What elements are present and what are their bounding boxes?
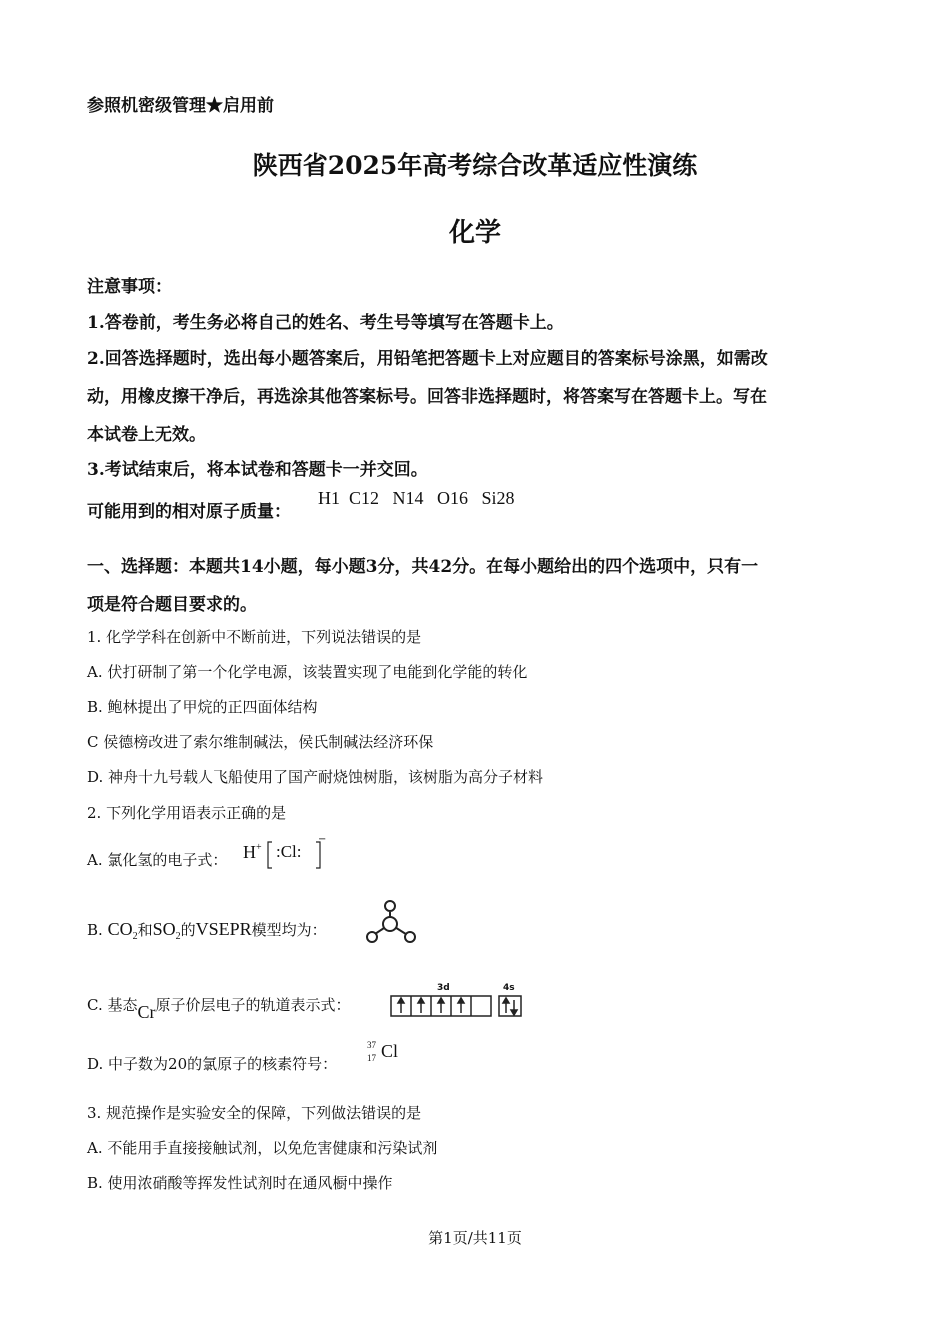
exam-title: 陕西省2025年高考综合改革适应性演练 [252, 151, 698, 180]
cl-mass-number: 37 [367, 1040, 376, 1050]
section-heading-line1: 一、选择题：本题共14小题，每小题3分，共42分。在每小题给出的四个选项中，只有一 [87, 557, 759, 577]
q1-stem: 1. 化学学科在创新中不断前进，下列说法错误的是 [87, 628, 422, 646]
cr-symbol: Cr [137, 1002, 156, 1022]
atomic-mass-label: 可能用到的相对原子质量： [87, 502, 291, 522]
note-2-line3: 本试卷上无效。 [87, 425, 206, 445]
of-word: 的 [180, 921, 196, 939]
atomic-mass-values: H1 C12 N14 O16 Si28 [318, 488, 515, 508]
q2-option-d-text: D. 中子数为20的氯原子的核素符号： [87, 1055, 338, 1073]
q1-option-d: D. 神舟十九号载人飞船使用了国产耐烧蚀树脂，该树脂为高分子材料 [87, 768, 544, 786]
q2-option-b [87, 919, 327, 940]
so2-subscript: 2 [175, 931, 181, 942]
and-word: 和 [137, 921, 153, 939]
q1-option-a: A. 伏打研制了第一个化学电源，该装置实现了电能到化学能的转化 [87, 663, 528, 681]
h-symbol: H [243, 842, 256, 862]
h-charge: + [256, 842, 262, 853]
note-1: 1.答卷前，考生务必将自己的姓名、考生号等填写在答题卡上。 [87, 313, 564, 333]
cl-charge: − [318, 834, 327, 845]
co2-formula [107, 919, 138, 942]
option-c-prefix: C. 基态 [87, 996, 138, 1014]
vsepr-model-icon [362, 898, 422, 948]
so-symbol: SO [152, 919, 176, 939]
cl-dots-symbol: :Cl: [276, 842, 302, 861]
section-heading-line2: 项是符合题目要求的。 [87, 595, 257, 615]
q2-option-c [87, 994, 351, 1022]
co-symbol: CO [107, 919, 133, 939]
q1-option-c: C 侯德榜改进了索尔维制碱法，侯氏制碱法经济环保 [87, 733, 434, 751]
q2-option-a-text: A. 氯化氢的电子式： [87, 851, 228, 869]
note-3: 3.考试结束后，将本试卷和答题卡一并交回。 [87, 460, 428, 480]
q2-stem: 2. 下列化学用语表示正确的是 [87, 804, 287, 822]
subject-title: 化学 [448, 218, 501, 248]
q3-option-b: B. 使用浓硝酸等挥发性试剂时在通风橱中操作 [87, 1174, 393, 1192]
so2-formula [152, 919, 181, 942]
confidential-label: 参照机密级管理★启用前 [87, 96, 274, 116]
note-2-line2: 动，用橡皮擦干净后，再选涂其他答案标号。回答非选择题时，将答案写在答题卡上。写在 [87, 387, 767, 407]
q1-option-b: B. 鲍林提出了甲烷的正四面体结构 [87, 698, 318, 716]
label-3d: 3d [437, 983, 450, 993]
orbital-diagram-icon [390, 994, 530, 1018]
label-4s: 4s [503, 983, 515, 993]
option-b-letter: B. [87, 921, 108, 939]
q3-stem: 3. 规范操作是实验安全的保障，下列做法错误的是 [87, 1104, 422, 1122]
option-b-suffix: 模型均为： [251, 921, 327, 939]
option-c-suffix: 原子价层电子的轨道表示式： [155, 996, 351, 1014]
notes-heading: 注意事项： [87, 277, 172, 297]
cl-atomic-number: 17 [367, 1053, 376, 1063]
page-number: 第1页/共11页 [428, 1229, 522, 1247]
cl-nuclide-symbol: Cl [381, 1041, 399, 1061]
vsepr-term: VSEPR [195, 919, 252, 939]
note-2-line1: 2.回答选择题时，选出每小题答案后，用铅笔把答题卡上对应题目的答案标号涂黑，如需改 [87, 349, 768, 369]
hcl-electron-formula [243, 842, 262, 863]
q3-option-a: A. 不能用手直接接触试剂，以免危害健康和污染试剂 [87, 1139, 438, 1157]
co2-subscript: 2 [132, 931, 138, 942]
